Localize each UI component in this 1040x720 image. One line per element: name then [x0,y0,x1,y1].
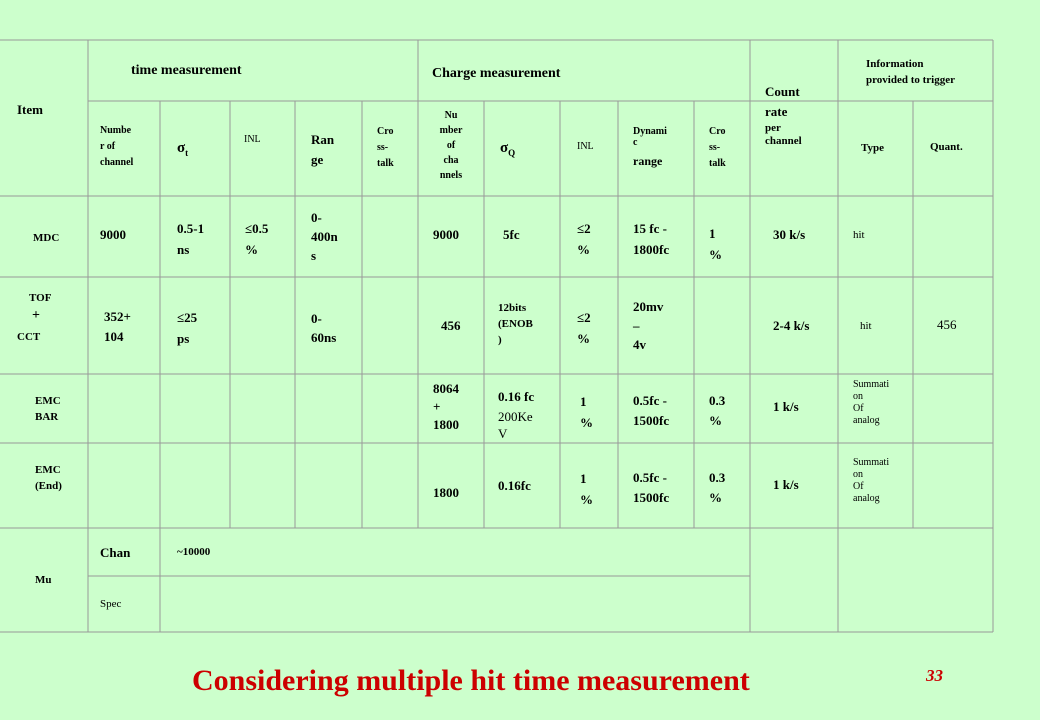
row-emcbar-sigma-q-b: 200Ke V [498,409,533,441]
row-emcbar-count-rate: 1 k/s [773,399,799,414]
row-emcend-q-crosstalk: 0.3 % [709,470,726,505]
sigma-q-symbol: σ [500,140,509,156]
row-mdc-type: hit [853,229,865,241]
row-emcbar-type: Summati on Of analog [853,379,890,426]
header-count-rate: Count rate [765,84,800,119]
row-emcend-item: EMC (End) [35,464,62,492]
header-count-rate-sub: per channel [765,122,802,147]
row-mdc-t-channels: 9000 [100,227,126,242]
subheader-q-crosstalk: Cro ss- talk [709,126,726,169]
row-emcend-q-inl: 1 % [580,471,593,507]
row-emcend-type: Summati on Of analog [853,457,890,504]
subheader-q-dynamic: Dynami c [633,126,667,148]
header-item: Item [17,102,43,117]
subheader-t-channels: Numbe r of channel [100,125,134,168]
row-tof-quant: 456 [937,317,957,332]
header-charge-measurement: Charge measurement [432,66,561,81]
row-mu-chan-label: Chan [100,545,131,560]
row-emcend-q-dynamic: 0.5fc - 1500fc [633,470,670,505]
row-mdc-q-inl: ≤2 % [577,221,591,257]
sigma-q-subscript: Q [508,148,516,158]
row-mu-spec-label: Spec [100,598,122,610]
subheader-t-crosstalk: Cro ss- talk [377,126,394,169]
row-tof-q-channels: 456 [441,318,461,333]
row-mdc-item: MDC [33,232,60,244]
row-mdc-q-channels: 9000 [433,227,459,242]
row-mdc-q-dynamic: 15 fc - 1800fc [633,221,670,257]
row-tof-sigma-q: 12bits (ENOB ) [498,302,533,346]
row-mdc-sigma-q: 5fc [503,227,520,242]
row-tof-q-inl: ≤2 % [577,310,591,346]
row-emcbar-q-channels: 8064 + 1800 [433,381,459,432]
header-info-trigger: Information provided to trigger [866,58,956,86]
subheader-t-inl: INL [244,134,261,145]
sigma-t-subscript: t [185,148,189,158]
subheader-t-range: Ran ge [311,132,335,167]
subheader-q-inl: INL [577,141,594,152]
subheader-q-channels: Nu mber of cha nnels [439,110,463,181]
row-emcbar-q-dynamic: 0.5fc - 1500fc [633,393,670,428]
page-number: 33 [926,666,943,685]
row-mdc-q-crosstalk: 1 % [709,226,722,262]
subheader-sigma-q [500,139,515,159]
row-tof-item-plus: + [32,308,40,323]
row-emcbar-q-crosstalk: 0.3 % [709,393,726,428]
subheader-type: Type [861,142,885,154]
row-tof-item-top: TOF [29,292,52,304]
row-emcend-q-channels: 1800 [433,485,459,500]
row-tof-t-channels: 352+ 104 [104,309,131,344]
subheader-quant: Quant. [930,141,963,153]
row-tof-type: hit [860,320,872,332]
sigma-t-symbol: σ [177,140,186,156]
row-mdc-count-rate: 30 k/s [773,227,806,242]
row-emcbar-q-inl: 1 % [580,394,593,430]
row-mu-chan-value: ~10000 [177,546,211,558]
row-tof-t-range: 0- 60ns [311,311,337,345]
row-mu-item: Mu [35,574,52,586]
row-emcend-sigma-q: 0.16fc [498,478,531,493]
row-emcbar-item: EMC BAR [35,395,61,423]
row-tof-item-bottom: CCT [17,331,41,343]
row-emcbar-sigma-q-a: 0.16 fc [498,389,535,404]
row-tof-q-dynamic: 20mv – 4v [633,299,664,352]
subheader-sigma-t [177,139,188,159]
row-emcend-count-rate: 1 k/s [773,477,799,492]
row-tof-count-rate: 2-4 k/s [773,318,810,333]
header-time-measurement: time measurement [131,63,242,78]
subheader-q-range: range [633,154,663,168]
row-mdc-sigma-t: 0.5-1 ns [177,221,205,257]
slide-title: Considering multiple hit time measurement [192,664,750,697]
row-mdc-t-inl: ≤0.5 % [245,221,269,257]
row-mdc-t-range: 0- 400n s [311,210,338,263]
row-tof-sigma-t: ≤25 ps [177,310,198,346]
